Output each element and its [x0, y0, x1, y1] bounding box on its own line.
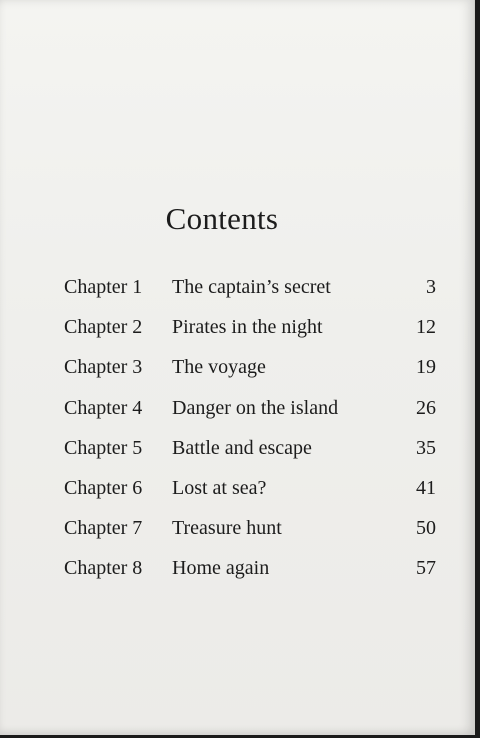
toc-entry-6: [64, 473, 436, 513]
chapter-page-number: 57: [416, 557, 436, 580]
chapter-title: Home again: [172, 557, 270, 580]
toc-entry-4: [64, 393, 436, 433]
chapter-label: Chapter 7: [64, 517, 143, 540]
chapter-label: Chapter 1: [64, 276, 143, 298]
toc-entry-2: [64, 312, 436, 352]
chapter-label: Chapter 2: [64, 316, 143, 339]
chapter-title: Danger on the island: [172, 396, 339, 419]
chapter-page-number: 50: [416, 517, 436, 540]
chapter-title: Battle and escape: [172, 436, 312, 459]
chapter-page-number: 35: [416, 436, 436, 459]
chapter-page-number: 19: [416, 356, 436, 379]
toc-entry-5: [64, 433, 436, 473]
chapter-label: Chapter 5: [64, 436, 143, 459]
chapter-title: The captain’s secret: [172, 276, 331, 298]
chapter-title: Lost at sea?: [172, 476, 267, 499]
chapter-title: Pirates in the night: [172, 316, 323, 339]
chapter-label: Chapter 4: [64, 396, 143, 419]
contents-title: Contents: [165, 201, 279, 236]
toc-entry-7: [64, 513, 436, 553]
toc-entry-8: [64, 553, 436, 593]
chapter-label: Chapter 3: [64, 356, 143, 379]
chapter-label: Chapter 6: [64, 476, 143, 499]
chapter-page-number: 26: [416, 396, 436, 419]
chapter-page-number: 3: [426, 276, 436, 298]
chapter-title: The voyage: [172, 356, 266, 379]
table-of-contents: [64, 272, 436, 594]
toc-entry-3: [64, 352, 436, 392]
chapter-page-number: 12: [416, 316, 436, 339]
chapter-title: Treasure hunt: [172, 517, 282, 540]
chapter-page-number: 41: [416, 476, 436, 499]
toc-entry-1: [64, 272, 436, 312]
chapter-label: Chapter 8: [64, 557, 143, 580]
